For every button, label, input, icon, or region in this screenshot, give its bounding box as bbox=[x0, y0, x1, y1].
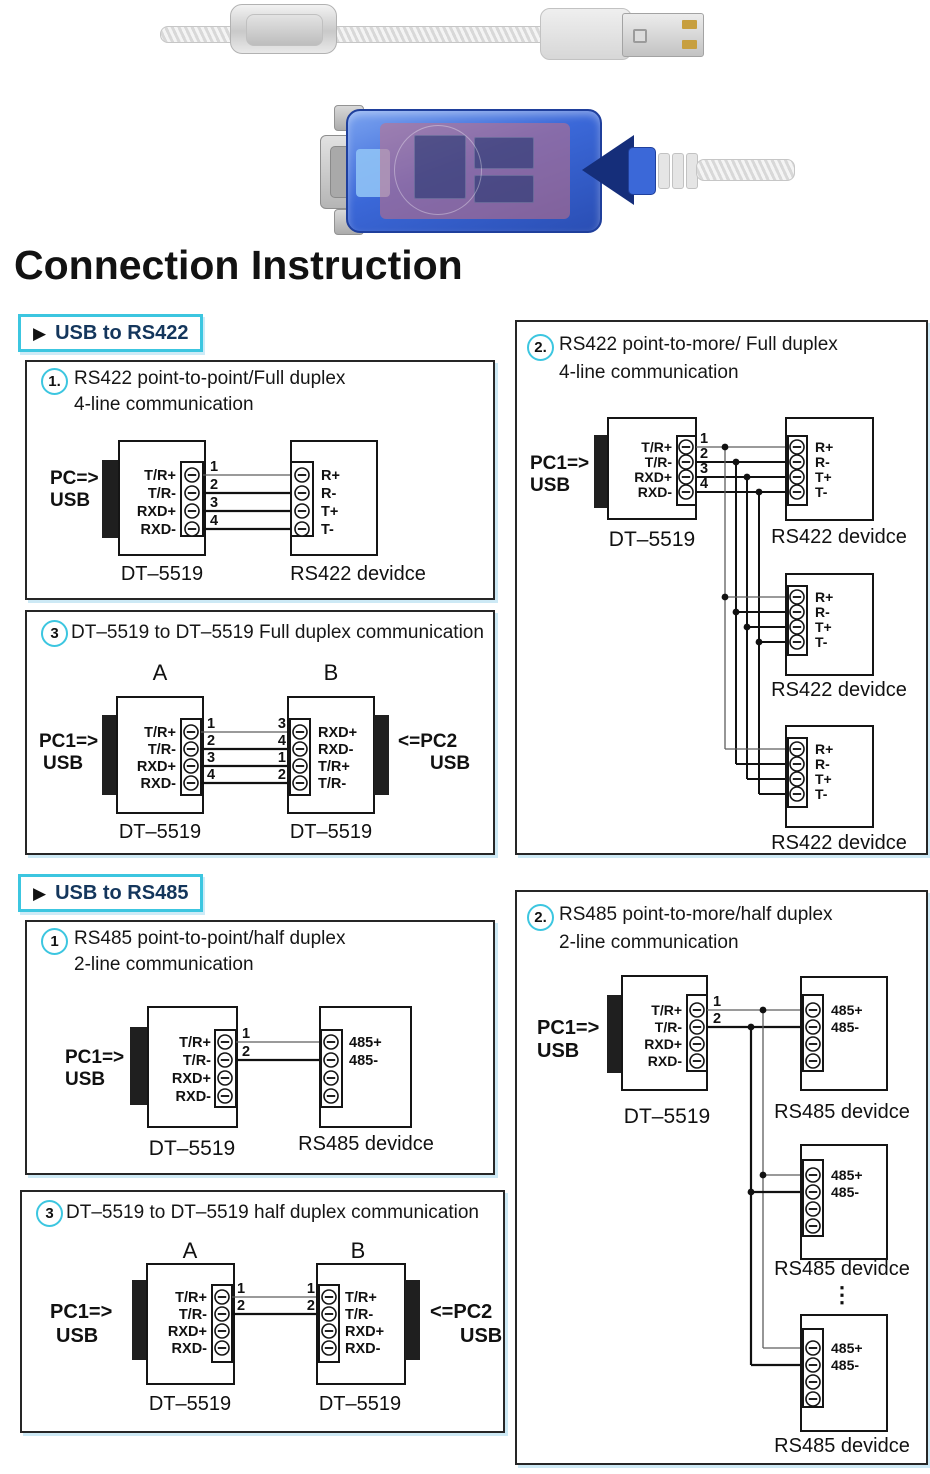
wire-number: 1 bbox=[242, 1026, 251, 1042]
pin-label: R+ bbox=[815, 589, 834, 605]
ferrite-band bbox=[246, 14, 324, 47]
wire-number: 3 bbox=[700, 461, 709, 477]
usb-cable-photo bbox=[160, 2, 705, 64]
wire-number: 1 bbox=[306, 1281, 315, 1297]
section-label: USB to RS485 bbox=[55, 881, 189, 904]
pc-label: PC1=> bbox=[537, 1017, 600, 1039]
badge-3: 3 bbox=[41, 620, 68, 647]
usb-plug-bar bbox=[405, 1280, 420, 1360]
usb-contact-pad bbox=[682, 20, 697, 29]
panel-title-line2: 2-line communication bbox=[559, 932, 739, 953]
wire-number: 4 bbox=[207, 767, 216, 783]
panel-title-line1: RS422 point-to-point/Full duplex bbox=[74, 368, 346, 389]
wire-number: 1 bbox=[237, 1281, 246, 1297]
device-name: RS422 devidce bbox=[771, 679, 907, 701]
play-icon: ▶ bbox=[33, 323, 47, 343]
pin-label: RXD- bbox=[171, 1341, 207, 1357]
pc2-host-label bbox=[398, 731, 470, 774]
pc-label: <=PC2 bbox=[398, 731, 458, 752]
adapter-name: DT–5519 bbox=[623, 1105, 711, 1128]
adapter-name: DT–5519 bbox=[608, 528, 696, 551]
wire-number: 3 bbox=[207, 750, 216, 766]
pin-label: RXD- bbox=[647, 1053, 682, 1069]
wire-number: 4 bbox=[700, 476, 709, 492]
pin-label: T/R+ bbox=[345, 1290, 377, 1306]
ferrite-bead bbox=[230, 4, 337, 54]
wire-number: 1 bbox=[277, 750, 286, 766]
panel-rs422-point-to-more bbox=[515, 320, 928, 855]
pc-usb-label: USB bbox=[460, 1325, 503, 1347]
pin-label: RXD- bbox=[345, 1341, 381, 1357]
adapter-body bbox=[346, 109, 602, 233]
badge-1: 1. bbox=[41, 368, 68, 395]
usb-plug-bar bbox=[607, 995, 622, 1073]
pin-label: RXD- bbox=[175, 1089, 211, 1105]
wire-number: 1 bbox=[210, 459, 219, 475]
adapter-name: DT–5519 bbox=[148, 1137, 236, 1160]
pc-usb-label: USB bbox=[530, 475, 571, 496]
wire-number: 1 bbox=[207, 716, 216, 732]
pin-label: 485- bbox=[349, 1053, 379, 1069]
unit-a-label: A bbox=[152, 660, 168, 685]
pin-label: R- bbox=[815, 604, 830, 620]
pc-label: <=PC2 bbox=[430, 1301, 493, 1323]
pc-host-label bbox=[65, 1047, 124, 1090]
wire-number: 2 bbox=[277, 767, 286, 783]
pin-label: RXD+ bbox=[136, 759, 176, 775]
pin-label: T/R- bbox=[654, 1019, 682, 1035]
pin-label: 485- bbox=[831, 1357, 860, 1373]
rs422-p2m-diagram bbox=[517, 322, 926, 853]
pc-usb-label: USB bbox=[537, 1040, 580, 1062]
pin-label: T- bbox=[815, 634, 828, 650]
device-pin-labels bbox=[831, 1167, 863, 1200]
section-usb-to-rs422 bbox=[18, 314, 203, 352]
pc-label: PC1=> bbox=[50, 1301, 113, 1323]
wire-number: 1 bbox=[713, 994, 722, 1010]
pin-label: 485+ bbox=[349, 1035, 382, 1051]
pin-label: 485- bbox=[831, 1184, 860, 1200]
unit-b-label: B bbox=[323, 660, 339, 685]
badge-1: 1 bbox=[41, 928, 68, 955]
device-pin-labels bbox=[831, 1340, 863, 1373]
panel-rs422-point-to-point bbox=[25, 360, 495, 600]
adapter-name: DT–5519 bbox=[289, 821, 373, 843]
usb-plug-bar bbox=[130, 1027, 149, 1105]
pin-label: RXD+ bbox=[167, 1324, 207, 1340]
ic-chip bbox=[474, 137, 534, 169]
panel-rs485-dt-to-dt bbox=[20, 1190, 505, 1433]
pc-usb-label: USB bbox=[430, 753, 471, 774]
pin-label: T/R+ bbox=[651, 1002, 682, 1018]
section-label: USB to RS422 bbox=[55, 321, 189, 344]
mold-circle bbox=[394, 125, 482, 215]
pin-label: RXD+ bbox=[644, 1036, 682, 1052]
device-name: RS422 devidce bbox=[771, 832, 907, 853]
unit-b-label: B bbox=[350, 1238, 366, 1263]
strain-relief-collar bbox=[628, 147, 656, 195]
pin-label: R- bbox=[815, 756, 830, 772]
pc-label: PC1=> bbox=[39, 731, 99, 752]
pin-label: T- bbox=[321, 522, 334, 538]
pc1-host-label bbox=[39, 731, 98, 774]
ellipsis: ⋮ bbox=[831, 1282, 853, 1307]
pin-label: RXD+ bbox=[345, 1324, 385, 1340]
pin-label: T/R- bbox=[178, 1307, 207, 1323]
rs422-dt2dt-diagram bbox=[27, 612, 493, 853]
panel-title-line2: 4-line communication bbox=[559, 362, 739, 383]
pin-label: T/R- bbox=[644, 454, 672, 470]
pin-label: T/R+ bbox=[144, 725, 176, 741]
wire-numbers bbox=[242, 1026, 250, 1060]
wire-number: 2 bbox=[207, 733, 216, 749]
device-name: RS485 devidce bbox=[298, 1133, 434, 1155]
boot-ridge bbox=[672, 153, 684, 189]
wire-number: 2 bbox=[210, 477, 219, 493]
usb-serial-adapter-photo bbox=[300, 95, 795, 245]
wire-number: 2 bbox=[700, 446, 709, 462]
pin-label: T/R+ bbox=[179, 1035, 211, 1051]
badge-3: 3 bbox=[36, 1200, 63, 1227]
pin-label: 485+ bbox=[831, 1167, 863, 1183]
pin-label: T/R+ bbox=[144, 468, 176, 484]
pin-label: 485+ bbox=[831, 1002, 863, 1018]
pin-label: T+ bbox=[815, 619, 832, 635]
panel-rs485-point-to-point bbox=[25, 920, 495, 1175]
panel-title-line1: RS422 point-to-more/ Full duplex bbox=[559, 334, 838, 355]
usb-plug-bar bbox=[374, 715, 389, 795]
usb-contact-pad bbox=[682, 40, 697, 49]
section-usb-to-rs485 bbox=[18, 874, 203, 912]
pc-label: PC=> bbox=[50, 468, 99, 489]
panel-title-line1: RS485 point-to-point/half duplex bbox=[74, 928, 346, 949]
pin-label: T/R- bbox=[147, 742, 176, 758]
pin-label: R+ bbox=[321, 468, 340, 484]
wire-number: 2 bbox=[237, 1298, 246, 1314]
pin-label: T+ bbox=[321, 504, 339, 520]
pin-label: 485- bbox=[831, 1019, 860, 1035]
wire-number: 2 bbox=[306, 1298, 315, 1314]
wire-number: 2 bbox=[242, 1044, 251, 1060]
pin-label: T/R+ bbox=[641, 439, 672, 455]
pc-usb-label: USB bbox=[50, 490, 91, 511]
pin-label: T/R+ bbox=[175, 1290, 207, 1306]
pin-label: T+ bbox=[815, 469, 832, 485]
wires bbox=[696, 447, 788, 794]
pin-label: T/R- bbox=[345, 1307, 374, 1323]
usb-a-connector bbox=[622, 13, 704, 57]
pin-label: RXD- bbox=[637, 484, 672, 500]
pin-label: RXD- bbox=[318, 742, 354, 758]
adapter-name: DT–5519 bbox=[120, 563, 204, 585]
adapter-name: DT–5519 bbox=[318, 1393, 402, 1415]
play-icon: ▶ bbox=[33, 883, 47, 903]
pc-label: PC1=> bbox=[530, 453, 590, 474]
panel-rs422-dt-to-dt bbox=[25, 610, 495, 855]
pc2-host-label bbox=[430, 1301, 502, 1347]
usb-plug-bar bbox=[132, 1280, 147, 1360]
badge-2: 2. bbox=[527, 334, 554, 361]
pin-label: R- bbox=[815, 454, 830, 470]
adapter-name: DT–5519 bbox=[148, 1393, 232, 1415]
pin-label: R+ bbox=[815, 439, 834, 455]
panel-rs485-point-to-more bbox=[515, 890, 928, 1465]
pin-label: RXD- bbox=[140, 776, 176, 792]
junction-dots bbox=[722, 444, 763, 646]
wire-number: 3 bbox=[277, 716, 286, 732]
pc-label: PC1=> bbox=[65, 1047, 125, 1068]
pc-host-label bbox=[537, 1017, 599, 1062]
pin-label: T+ bbox=[815, 771, 832, 787]
pc-usb-label: USB bbox=[65, 1069, 106, 1090]
badge-2: 2. bbox=[527, 904, 554, 931]
pin-label: T- bbox=[815, 484, 828, 500]
pin-label: 485+ bbox=[831, 1340, 863, 1356]
adapter-name: DT–5519 bbox=[118, 821, 202, 843]
pin-label: R- bbox=[321, 486, 337, 502]
pc-usb-label: USB bbox=[56, 1325, 99, 1347]
wire-number: 1 bbox=[700, 431, 709, 447]
pin-label: RXD+ bbox=[171, 1071, 211, 1087]
pin-label: RXD+ bbox=[634, 469, 672, 485]
wire-number: 3 bbox=[210, 495, 219, 511]
device-name: RS485 devidce bbox=[774, 1435, 910, 1457]
pc-usb-label: USB bbox=[43, 753, 84, 774]
device-name: RS485 devidce bbox=[774, 1101, 910, 1123]
pc1-host-label bbox=[50, 1301, 112, 1347]
panel-title: DT–5519 to DT–5519 Full duplex communication bbox=[71, 622, 484, 643]
device-pin-labels bbox=[831, 1002, 863, 1035]
pin-label: T/R- bbox=[318, 776, 347, 792]
usb-plug-bar bbox=[102, 715, 117, 795]
panel-title-line2: 2-line communication bbox=[74, 954, 254, 975]
panel-title: DT–5519 to DT–5519 half duplex communication bbox=[66, 1202, 479, 1223]
pin-label: T/R+ bbox=[318, 759, 350, 775]
pin-label: T/R- bbox=[182, 1053, 211, 1069]
cable bbox=[696, 159, 795, 181]
pc-host-label bbox=[530, 453, 589, 496]
usb-shell-hole bbox=[633, 29, 647, 43]
page-title: Connection Instruction bbox=[14, 242, 463, 288]
wire-number: 4 bbox=[210, 513, 219, 529]
rs485-p2m-diagram bbox=[517, 892, 926, 1463]
pin-label: R+ bbox=[815, 741, 834, 757]
wires bbox=[707, 1010, 803, 1365]
pin-label: T/R- bbox=[147, 486, 176, 502]
panel-title-line1: RS485 point-to-more/half duplex bbox=[559, 904, 833, 925]
device-name: RS485 devidce bbox=[774, 1258, 910, 1280]
wire-number: 4 bbox=[277, 733, 286, 749]
device-name: RS422 devidce bbox=[771, 526, 907, 548]
unit-a-label: A bbox=[182, 1238, 198, 1263]
pin-label: RXD+ bbox=[136, 504, 176, 520]
wire-number: 2 bbox=[713, 1011, 722, 1027]
device-name: RS422 devidce bbox=[290, 563, 426, 585]
rs485-p2p-diagram bbox=[27, 922, 493, 1173]
usb-plug-overmold bbox=[540, 8, 632, 60]
pin-label: RXD+ bbox=[318, 725, 358, 741]
ic-chip bbox=[474, 175, 534, 203]
panel-title-line2: 4-line communication bbox=[74, 394, 254, 415]
pin-label: T- bbox=[815, 786, 828, 802]
pc-host-label bbox=[50, 468, 99, 511]
usb-plug-bar bbox=[594, 435, 607, 508]
rs485-dt2dt-diagram bbox=[22, 1192, 503, 1431]
pin-label: RXD- bbox=[140, 522, 176, 538]
boot-ridge bbox=[658, 153, 670, 189]
rs422-p2p-diagram bbox=[27, 362, 493, 598]
